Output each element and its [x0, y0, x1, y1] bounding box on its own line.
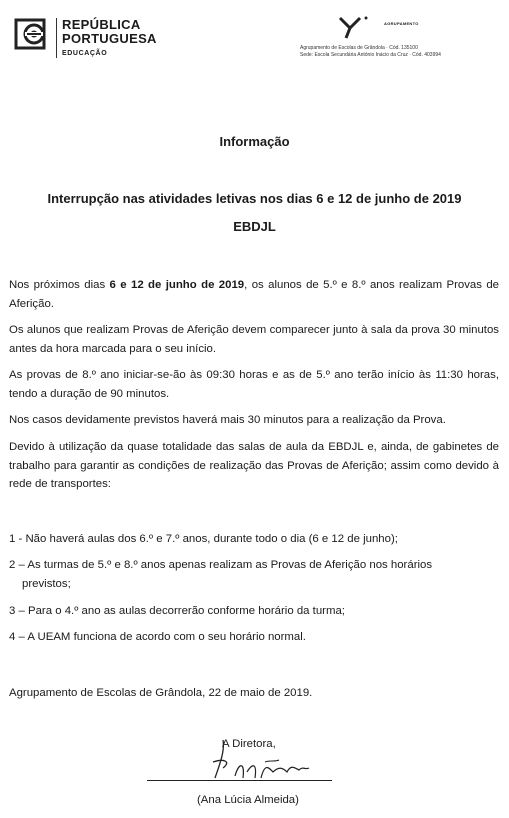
ministry-label: EDUCAÇÃO: [62, 50, 108, 57]
signatory-role: A Diretora,: [222, 738, 276, 750]
agrupamento-address-line2: Sede: Escola Secundária António Inácio da Cruz · Cód. 403994: [300, 52, 441, 58]
list-item-4: 4 – A UEAM funciona de acordo com o seu horário normal.: [9, 631, 306, 643]
paragraph-2: Os alunos que realizam Provas de Aferição devem comparecer junto à sala da prova 30 minutos antes da hora marcada para o seu início.: [9, 324, 499, 355]
agrupamento-logo-icon: [336, 14, 376, 40]
list-item-2: [9, 556, 499, 593]
document-heading: Informação: [219, 134, 290, 149]
place-date: Agrupamento de Escolas de Grândola, 22 de maio de 2019.: [9, 687, 313, 699]
signature-line: [147, 780, 332, 781]
paragraph-1-text-end: , os alunos de 5.º e 8.º anos realizam Provas de Aferição.: [9, 279, 499, 310]
republica-line1: REPÚBLICA: [62, 17, 141, 32]
paragraph-1-text-start: Nos próximos dias: [9, 279, 110, 291]
republica-line2: PORTUGUESA: [62, 31, 157, 46]
paragraph-3: As provas de 8.º ano iniciar-se-ão às 09:30 horas e as de 5.º ano terão início às 11:30 horas, tendo a duração de 90 minutos.: [9, 369, 499, 400]
document-title: Interrupção nas atividades letivas nos dias 6 e 12 de junho de 2019: [47, 191, 462, 206]
agrupamento-brand: AGRUPAMENTO: [384, 21, 419, 26]
signatory-name: (Ana Lúcia Almeida): [197, 794, 299, 806]
list-item-2-line1: 2 – As turmas de 5.º e 8.º anos apenas realizam as Provas de Aferição nos horários: [9, 559, 433, 571]
header-divider: [56, 18, 57, 58]
agrupamento-address-line1: Agrupamento de Escolas de Grândola · Cód. 135100: [300, 45, 418, 51]
republica-portuguesa-emblem-icon: [14, 18, 54, 50]
school-name: EBDJL: [233, 219, 276, 234]
paragraph-1: [9, 276, 499, 313]
handwritten-signature-icon: [195, 732, 325, 792]
list-item-3: 3 – Para o 4.º ano as aulas decorrerão conforme horário da turma;: [9, 605, 345, 617]
paragraph-4: Nos casos devidamente previstos haverá mais 30 minutos para a realização da Prova.: [9, 414, 446, 426]
republica-portuguesa-label: [62, 18, 157, 46]
list-item-2-line2: previstos;: [22, 577, 71, 590]
paragraph-5: Devido à utilização da quase totalidade das salas de aula da EBDJL e, ainda, de gabinetes de trabalho para garantir as condições de realização das Provas de Aferição; assim como devido à rede de transportes:: [9, 441, 499, 490]
paragraph-1-dates: 6 e 12 de junho de 2019: [109, 279, 245, 291]
list-item-1: 1 - Não haverá aulas dos 6.º e 7.º anos, durante todo o dia (6 e 12 de junho);: [9, 533, 398, 545]
